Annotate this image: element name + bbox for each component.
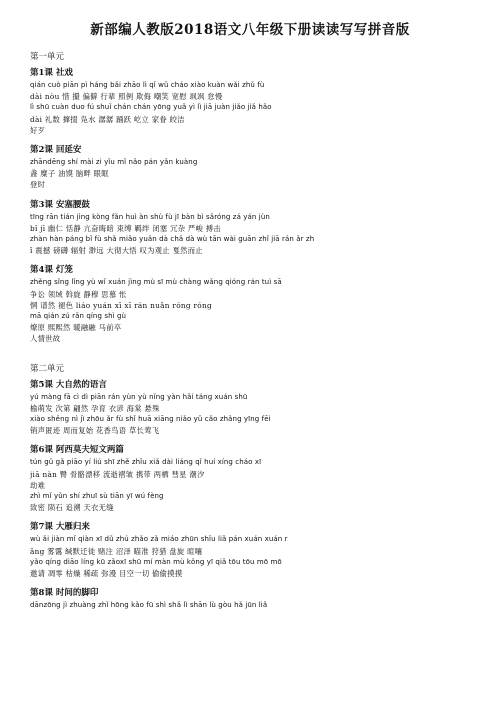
word-line: 邀请 凋零 枯燥 稀疏 弥漫 目空一切 偷偷摸摸 xyxy=(30,569,183,579)
pinyin-line: yú màng fā cì dì piān rán yùn yù nǐng yàn hǎi táng xuán shū xyxy=(30,392,248,401)
lesson-title: 第8课 时间的脚印 xyxy=(30,588,99,599)
pinyin-line: wù ǎi jiàn mǐ qiàn xī dǔ zhú zhǎo zǎ miáo zhūn shǐu liǎ pán xuán xuán r xyxy=(30,535,288,544)
word-line: bǐ jī 幽仁 恬静 亢奋晦暗 束缚 羁绊 闭塞 冗杂 严峻 搏击 xyxy=(30,223,221,233)
word-line: 劫难 xyxy=(30,480,46,490)
pinyin-line: tīng rān tián jìng kòng fǎn huì àn shù fù jī bàn bì sǎróng zá yán jùn xyxy=(30,212,270,221)
lesson-title: 第6课 阿西莫夫短文两篇 xyxy=(30,445,124,456)
word-line: 燎原 熙熙然 暖融融 马前卒 xyxy=(30,323,122,333)
lesson-title: 第1课 社戏 xyxy=(30,68,73,78)
unit-heading: 第二单元 xyxy=(30,363,65,374)
lesson-block xyxy=(30,263,470,344)
pinyin-line: lì shū cuàn duo fú shuǐ chán chán yōng yuǎ yì lì jiā juàn jiǎo jiǎ hǎo xyxy=(30,103,272,112)
word-line: ǎng 雾霭 缄默迁徙 赌注 沼泽 瞄准 狩猎 盘旋 暄嚷 xyxy=(30,546,203,556)
word-line: 好歹 xyxy=(30,125,46,135)
document-body xyxy=(30,50,470,612)
word-line: ǐ 震撼 磅礴 辐射 渺远 大彻大悟 叹为观止 戛然而止 xyxy=(30,246,203,256)
word-line: 榆萌发 次第 翩然 孕育 衣谚 海棠 悬殊 xyxy=(30,403,160,413)
lesson-block xyxy=(30,66,470,136)
lesson-title: 第2课 回延安 xyxy=(30,145,82,156)
word-line: 致密 陨石 追溯 天衣无缝 xyxy=(30,503,114,513)
word-line: 销声匿迹 周而复始 花香鸟语 草长莺飞 xyxy=(30,426,160,436)
lesson-title: 第5课 大自然的语言 xyxy=(30,379,107,390)
word-line: 争讼 领域 斡旋 静穆 思慕 怅 xyxy=(30,289,127,299)
pinyin-line: mā qián zú rǎn qíng shì gù xyxy=(30,312,127,321)
word-line: dài nòu 惜 撮 偏僻 行辈 照例 欺侮 嘲笑 宽慰 飒飒 怠慢 xyxy=(30,92,223,102)
pinyin-line: xiào shěng nì jì zhōu ǎr fù shǐ huā xiāng niǎo yǔ cǎo zhǎng yīng fēi xyxy=(30,415,271,424)
word-line: jiā nàn 臀 骨骼漂移 流逝褶皱 携带 两栖 彗星 潮汐 xyxy=(30,469,205,479)
word-line: 盏 糜子 油馍 脑畔 眼眶 xyxy=(30,169,109,179)
pinyin-line: zhāndēng shí mài zi yǐu mǐ nǎo pán yǎn kuàng xyxy=(30,158,198,167)
pinyin-line: dānzōng jì zhuàng zhǐ hōng kǎo fū shì shǎ lì shān lù gòu hǎ jūn liǎ xyxy=(30,601,268,610)
document-title: 新部编人教版2018语文八年级下册读读写写拼音版 xyxy=(90,22,410,38)
lesson-title: 第4课 灯笼 xyxy=(30,265,73,276)
lesson-block xyxy=(30,143,470,191)
pinyin-line: zhì mǐ yǔn shí zhuī sù tiān yī wú fèng xyxy=(30,492,164,501)
pinyin-line: zhàn hàn páng bǐ fù shǎ miǎo yuǎn dà chǎ dà wù tān wài guān zhǐ jiā rán ǎr zh xyxy=(30,235,315,244)
lesson-block xyxy=(30,520,470,579)
section-gap xyxy=(30,352,470,358)
lesson-block xyxy=(30,443,470,513)
lesson-block xyxy=(30,198,470,257)
word-line: 惘 谱然 褪色 liáo yuán xī xī rán nuǎn róng róng xyxy=(30,300,212,310)
pinyin-line: zhěng sǐng lǐng yù wǐ xuán jìng mù sī mù chàng wǎng qióng rán tuì sā xyxy=(30,278,282,287)
lesson-title: 第3课 安塞腰鼓 xyxy=(30,199,90,210)
lesson-block xyxy=(30,586,470,611)
unit-heading: 第一单元 xyxy=(30,52,65,62)
lesson-block xyxy=(30,378,470,437)
word-line: dài 礼数 撺掇 凫水 潺潺 踊跃 屹立 家眷 皎洁 xyxy=(30,114,185,124)
pinyin-line: tún gǔ gǎ piāo yí liú shī zhě zhǐu xiǎ dài liáng qǐ huí xíng cháo xī xyxy=(30,458,262,467)
word-line: 人情世故 xyxy=(30,334,61,344)
lesson-title: 第7课 大雁归来 xyxy=(30,522,90,533)
word-line: 登时 xyxy=(30,180,46,190)
pinyin-line: qián cuò piān pì háng bǎi zhāo lì qǐ wǔ cháo xiào kuàn wǎi zhǔ fù xyxy=(30,81,265,89)
pinyin-line: yǎo qíng diāo líng kū zǎoxī shū mí màn mù kǒng yī qiǎ tōu tōu mō mō xyxy=(30,557,282,566)
